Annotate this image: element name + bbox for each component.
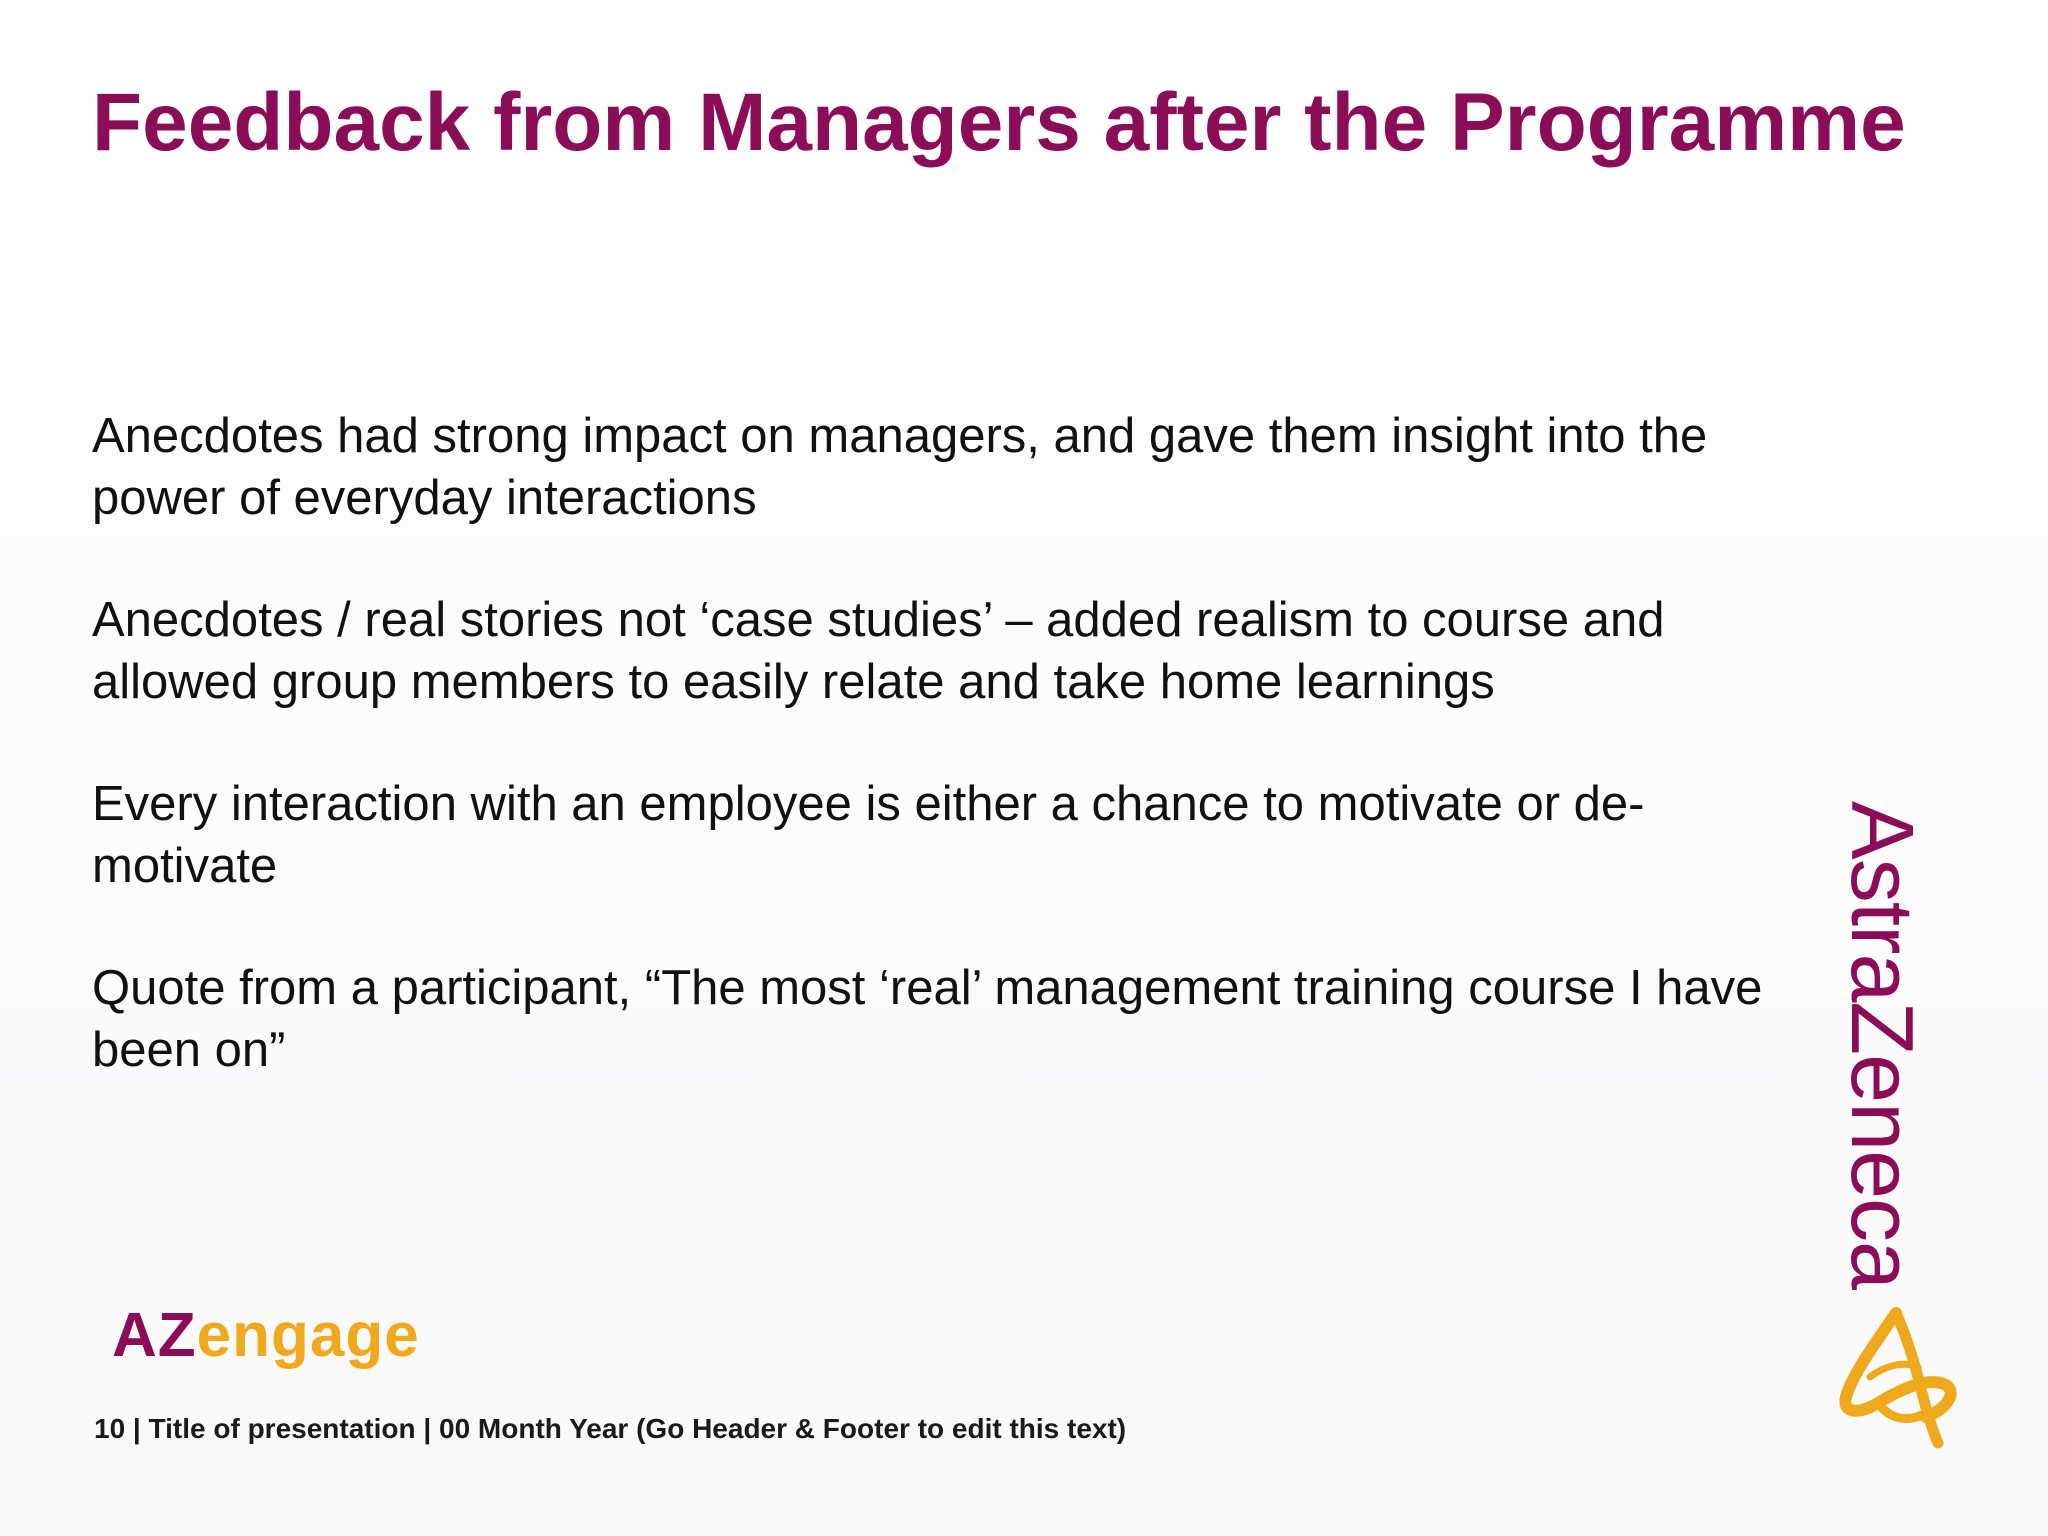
azengage-logo-prefix: AZ <box>112 1301 197 1370</box>
paragraph-2: Anecdotes / real stories not ‘case studies’ – added realism to course and allowed group members to easily relate and take home learnings <box>92 593 1665 709</box>
astrazeneca-wordmark-text: AstraZeneca <box>1833 801 1932 1289</box>
paragraph-4: Quote from a participant, “The most ‘real’ management training course I have been on” <box>92 961 1763 1077</box>
astrazeneca-wordmark <box>1832 800 1932 1290</box>
azengage-logo <box>112 1300 420 1371</box>
slide-body <box>92 405 1772 1141</box>
slide-footer: 10 | Title of presentation | 00 Month Year (Go Header & Footer to edit this text) <box>94 1413 1127 1444</box>
azengage-logo-suffix: engage <box>196 1301 420 1370</box>
paragraph-1: Anecdotes had strong impact on managers, and gave them insight into the power of everyday interactions <box>92 409 1708 525</box>
astrazeneca-symbol-icon <box>1834 1305 1964 1450</box>
slide-title: Feedback from Managers after the Programme <box>92 77 1906 168</box>
paragraph-3: Every interaction with an employee is either a chance to motivate or de-motivate <box>92 777 1645 893</box>
